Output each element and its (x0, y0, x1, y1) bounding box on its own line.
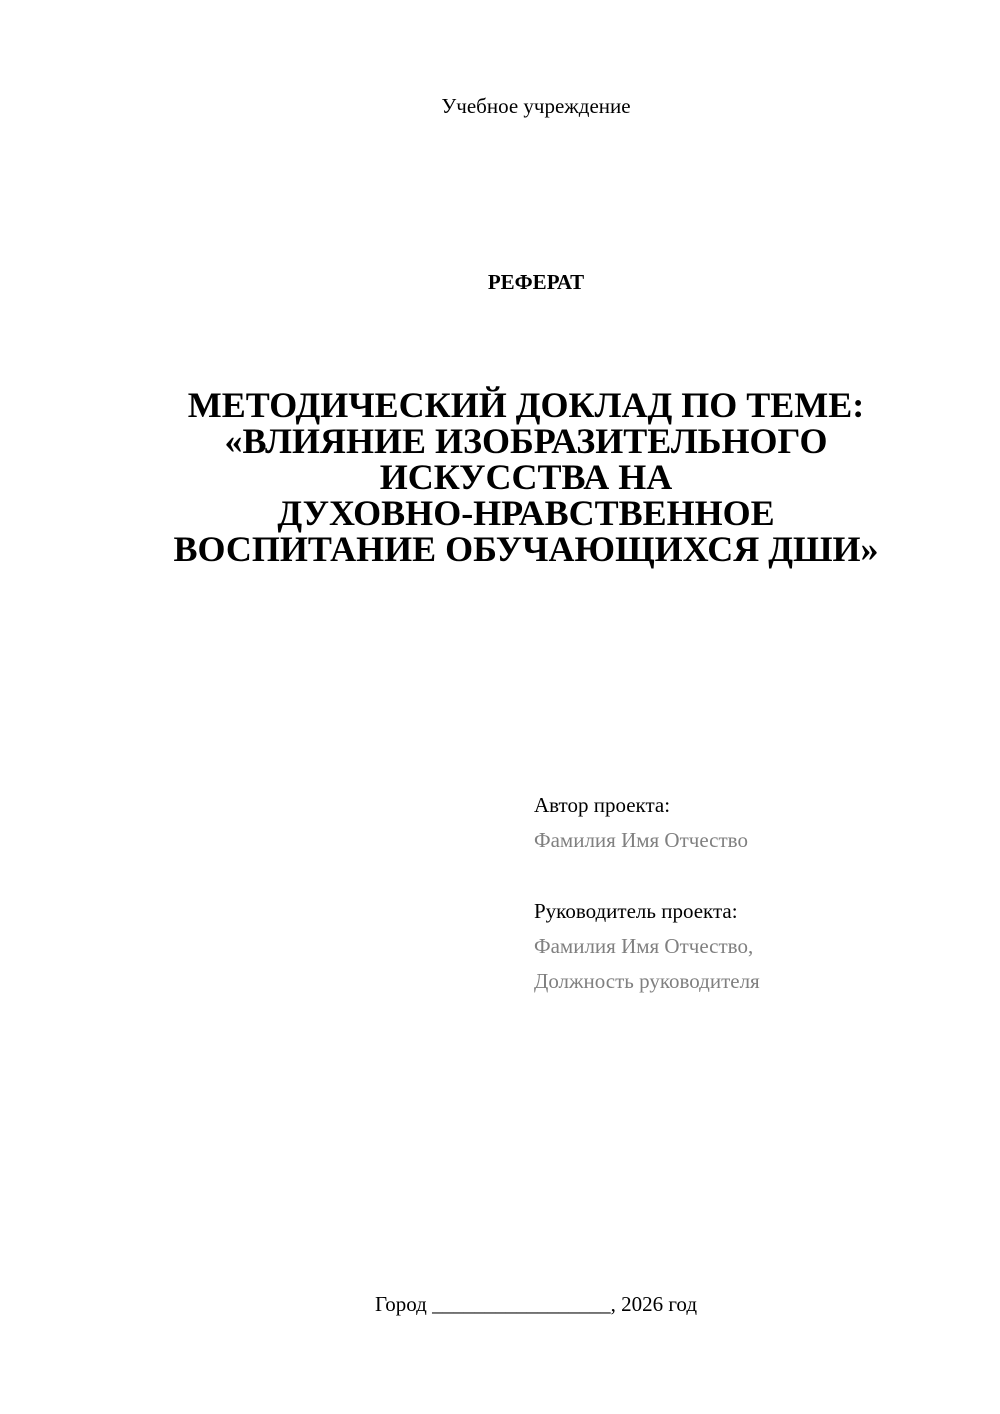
supervisor-name: Фамилия Имя Отчество, (534, 934, 754, 958)
title-line: ДУХОВНО-НРАВСТВЕННОЕ (277, 493, 775, 533)
project-info (534, 788, 974, 999)
author-name: Фамилия Имя Отчество (534, 828, 748, 852)
document-type: РЕФЕРАТ (487, 270, 585, 294)
document-title (120, 387, 932, 567)
author-label: Автор проекта: (534, 793, 671, 817)
title-line: «ВЛИЯНИЕ ИЗОБРАЗИТЕЛЬНОГО (224, 421, 828, 461)
title-line: ИСКУССТВА НА (379, 457, 673, 497)
title-line: МЕТОДИЧЕСКИЙ ДОКЛАД ПО ТЕМЕ: (187, 385, 865, 425)
supervisor-label: Руководитель проекта: (534, 899, 738, 923)
institution-name: Учебное учреждение (441, 94, 631, 118)
meta-spacer (534, 858, 974, 894)
supervisor-position: Должность руководителя (534, 969, 760, 993)
city-year-line: Город _________________, 2026 год (374, 1292, 698, 1316)
title-line: ВОСПИТАНИЕ ОБУЧАЮЩИХСЯ ДШИ» (173, 529, 879, 569)
